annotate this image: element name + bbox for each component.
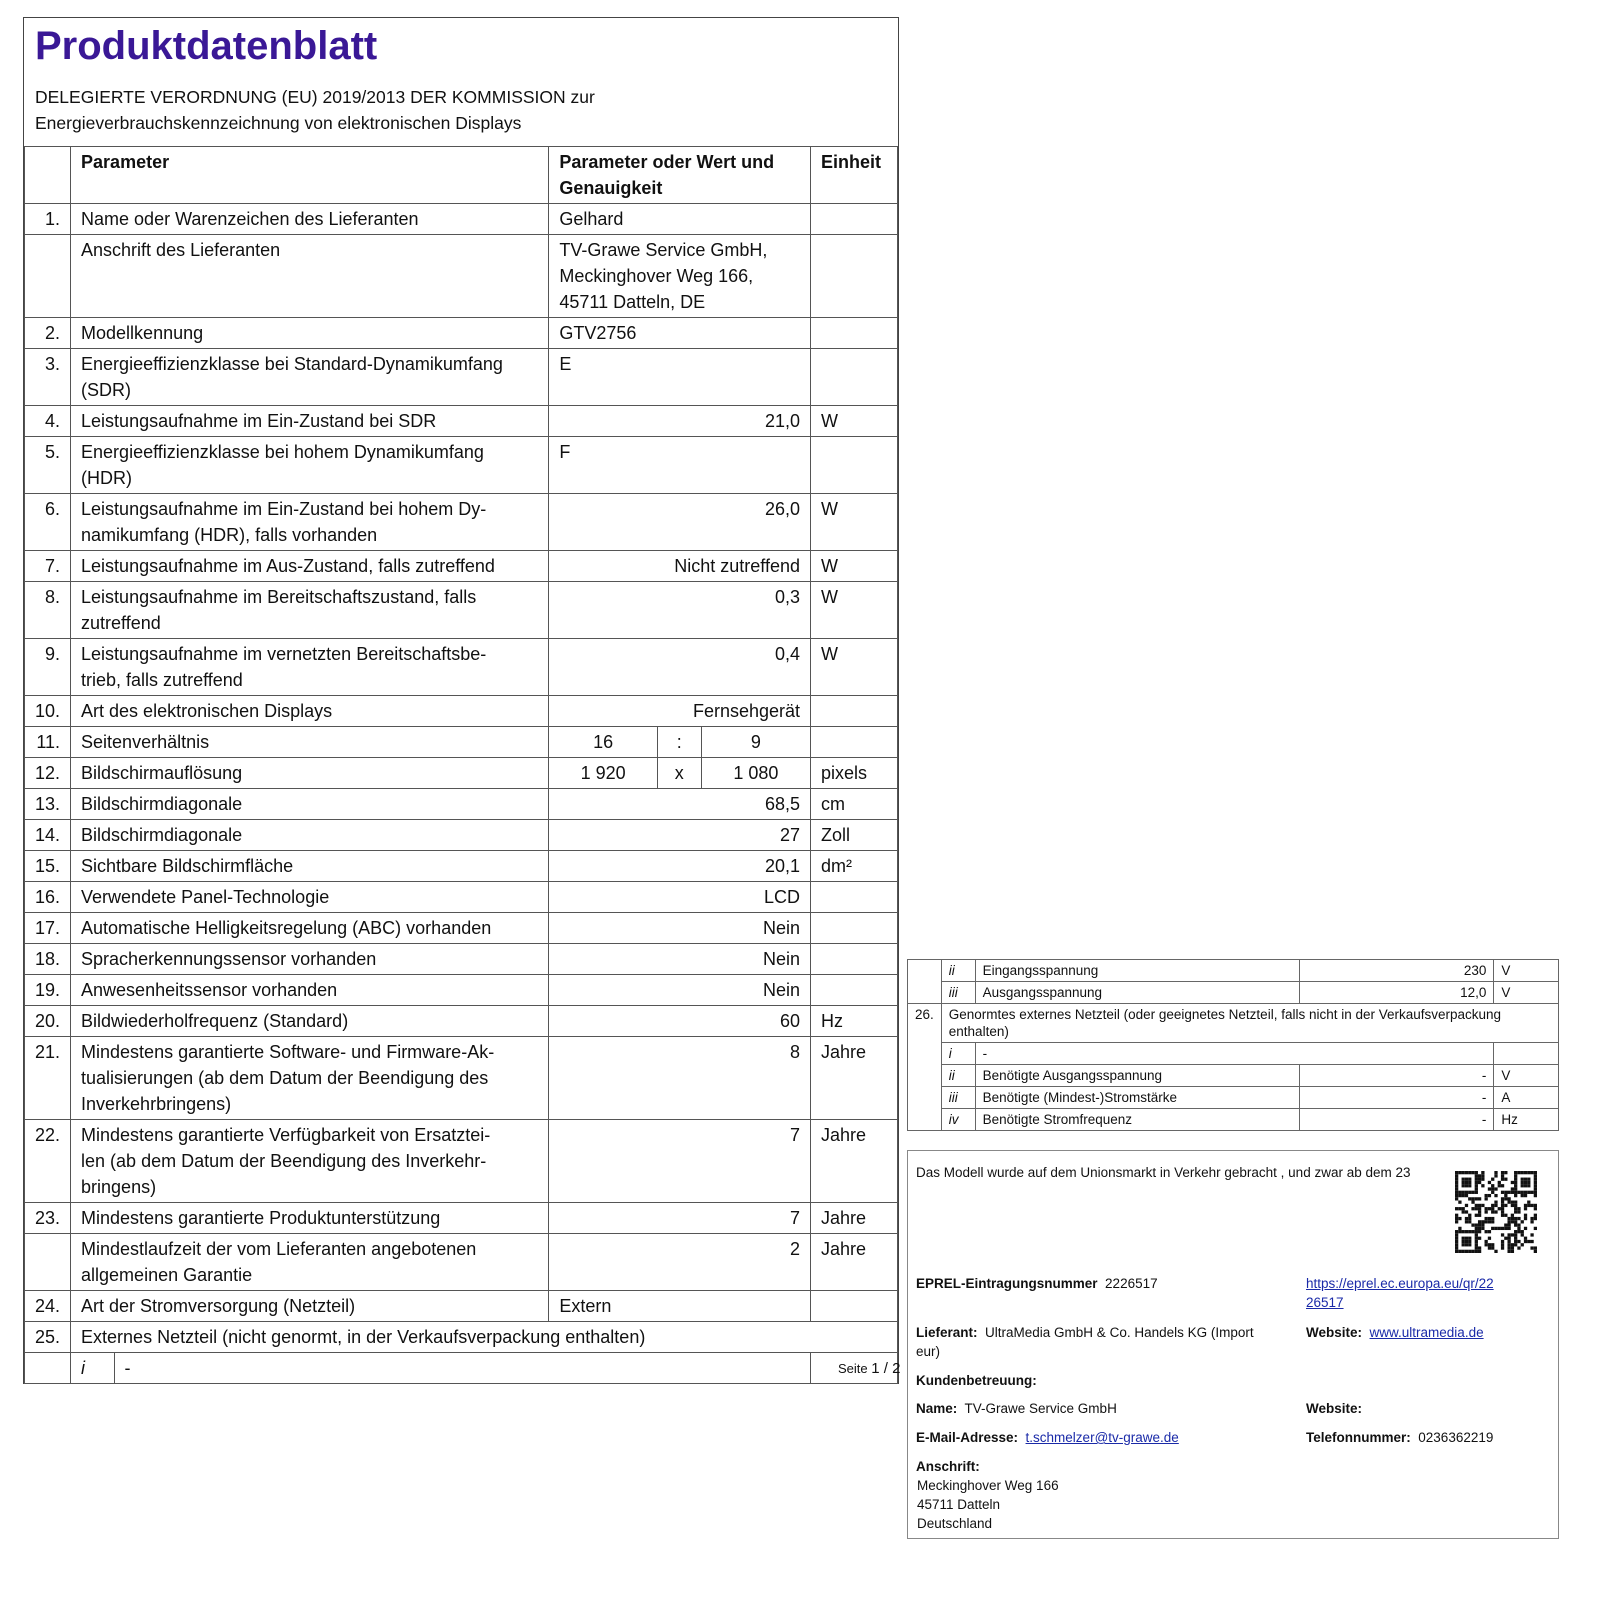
- row-unit: Jahre: [811, 1037, 898, 1120]
- eprel-link[interactable]: https://eprel.ec.europa.eu/qr/22 26517: [1306, 1276, 1494, 1310]
- row-value: 26,0: [549, 494, 811, 551]
- row-value: Gelhard: [549, 204, 811, 235]
- header-parameter: Parameter: [71, 147, 549, 204]
- page-value: 1 / 2: [871, 1360, 901, 1377]
- supplier-value: UltraMedia GmbH & Co. Handels KG (Import eur): [916, 1325, 1254, 1359]
- row-sub: i: [941, 1043, 975, 1065]
- row-value: 8: [549, 1037, 811, 1120]
- table-row: [25, 1234, 898, 1291]
- row-value: 27: [549, 820, 811, 851]
- row-unit: [811, 204, 898, 235]
- row-num: 3.: [25, 349, 71, 406]
- row-unit: [811, 696, 898, 727]
- row-value: -: [1300, 1065, 1494, 1087]
- row-param: Mindestlaufzeit der vom Lieferanten angebotenen allgemeinen Garantie: [71, 1234, 549, 1291]
- row-param: Name oder Warenzeichen des Lieferanten: [71, 204, 549, 235]
- row-unit: A: [1494, 1087, 1559, 1109]
- row-num: 24.: [25, 1291, 71, 1322]
- table-row: [25, 204, 898, 235]
- row-param: Leistungsaufnahme im Bereitschaftszustand, falls zutreffend: [71, 582, 549, 639]
- page-title: Produktdatenblatt: [35, 24, 378, 68]
- table-row: [908, 1004, 1559, 1043]
- row-num: 17.: [25, 913, 71, 944]
- table-row: [25, 727, 898, 758]
- row-num: 18.: [25, 944, 71, 975]
- row-param: Benötigte (Mindest-)Stromstärke: [975, 1087, 1300, 1109]
- row-unit: [811, 882, 898, 913]
- website-label: Website:: [1306, 1325, 1363, 1340]
- row-value: -: [1300, 1087, 1494, 1109]
- row-value-a: 16: [549, 727, 657, 758]
- row-num: 16.: [25, 882, 71, 913]
- power-supply-table: [907, 959, 1559, 1131]
- table-row: [25, 1120, 898, 1203]
- row-param: Externes Netzteil (nicht genormt, in der Verkaufsverpackung enthalten): [71, 1322, 898, 1353]
- page-number: [838, 1360, 900, 1377]
- row-value-sep: x: [657, 758, 701, 789]
- row-value: 20,1: [549, 851, 811, 882]
- eprel-label: EPREL-Eintragungsnummer: [916, 1276, 1098, 1291]
- table-row: [25, 696, 898, 727]
- table-row: [25, 639, 898, 696]
- row-unit: V: [1494, 982, 1559, 1004]
- address-label: Anschrift:: [916, 1459, 980, 1474]
- row-num: 4.: [25, 406, 71, 437]
- table-row: [25, 551, 898, 582]
- row-unit: [811, 944, 898, 975]
- table-row: [908, 1065, 1559, 1087]
- table-row: [25, 1291, 898, 1322]
- row-unit: V: [1494, 960, 1559, 982]
- row-value: 68,5: [549, 789, 811, 820]
- row-value: TV-Grawe Service GmbH, Meckinghover Weg 166, 45711 Datteln, DE: [549, 235, 811, 318]
- eprel-info-box: [907, 1150, 1559, 1539]
- row-param: -: [975, 1043, 1494, 1065]
- table-row: [908, 982, 1559, 1004]
- row-num: 1.: [25, 204, 71, 235]
- row-value: 12,0: [1300, 982, 1494, 1004]
- supplier: [916, 1323, 1296, 1361]
- table-row: [908, 960, 1559, 982]
- table-row: [25, 349, 898, 406]
- row-num: 23.: [25, 1203, 71, 1234]
- row-param: Automatische Helligkeitsregelung (ABC) vorhanden: [71, 913, 549, 944]
- row-num: 12.: [25, 758, 71, 789]
- row-num: 20.: [25, 1006, 71, 1037]
- row-unit: W: [811, 639, 898, 696]
- row-unit: Zoll: [811, 820, 898, 851]
- row-value: -: [124, 1358, 131, 1378]
- row-value: Nein: [549, 975, 811, 1006]
- table-row: [25, 235, 898, 318]
- row-num: 13.: [25, 789, 71, 820]
- table-row: [25, 582, 898, 639]
- row-num: 9.: [25, 639, 71, 696]
- product-datasheet: [23, 17, 899, 1384]
- row-num: 26.: [908, 1004, 942, 1131]
- row-param: Mindestens garantierte Verfügbarkeit von Ersatztei- len (ab dem Datum der Beendigung des Inverkehr- bringens): [71, 1120, 549, 1203]
- row-param: Bildwiederholfrequenz (Standard): [71, 1006, 549, 1037]
- email-link[interactable]: t.schmelzer@tv-grawe.de: [1025, 1430, 1179, 1445]
- row-unit: [811, 349, 898, 406]
- row-num: [25, 235, 71, 318]
- row-num: 19.: [25, 975, 71, 1006]
- row-param: Bildschirmdiagonale: [71, 820, 549, 851]
- table-row: [25, 820, 898, 851]
- row-num: [25, 1234, 71, 1291]
- row-sub: iii: [941, 1087, 975, 1109]
- row-value-a: 1 920: [549, 758, 657, 789]
- table-row: [25, 437, 898, 494]
- header-value: Parameter oder Wert und Genauigkeit: [549, 147, 811, 204]
- table-row: [25, 944, 898, 975]
- row-param: Seitenverhältnis: [71, 727, 549, 758]
- row-unit: W: [811, 406, 898, 437]
- row-sub: iv: [941, 1109, 975, 1131]
- row-param: Leistungsaufnahme im vernetzten Bereitschaftsbe- trieb, falls zutreffend: [71, 639, 549, 696]
- table-row: [25, 1037, 898, 1120]
- row-param: Eingangsspannung: [975, 960, 1300, 982]
- row-param: Energieeffizienzklasse bei hohem Dynamikumfang (HDR): [71, 437, 549, 494]
- row-unit: W: [811, 582, 898, 639]
- row-value-sep: :: [657, 727, 701, 758]
- table-row: [25, 789, 898, 820]
- table-row: [25, 1353, 898, 1384]
- row-unit: [811, 318, 898, 349]
- table-row: [25, 913, 898, 944]
- row-unit: [811, 437, 898, 494]
- row-param: Leistungsaufnahme im Ein-Zustand bei hohem Dy- namikumfang (HDR), falls vorhanden: [71, 494, 549, 551]
- email-label: E-Mail-Adresse:: [916, 1430, 1019, 1445]
- name-label: Name:: [916, 1401, 958, 1416]
- phone-number: 0236362219: [1418, 1430, 1494, 1445]
- support-name: TV-Grawe Service GmbH: [964, 1401, 1117, 1416]
- row-param: Verwendete Panel-Technologie: [71, 882, 549, 913]
- row-sub: iii: [941, 982, 975, 1004]
- row-unit: Jahre: [811, 1234, 898, 1291]
- row-num: 8.: [25, 582, 71, 639]
- row-param: Bildschirmdiagonale: [71, 789, 549, 820]
- row-sub-cell: [71, 1353, 811, 1384]
- row-num: 5.: [25, 437, 71, 494]
- row-unit: dm²: [811, 851, 898, 882]
- row-value: E: [549, 349, 811, 406]
- row-value: 7: [549, 1203, 811, 1234]
- row-value: GTV2756: [549, 318, 811, 349]
- supplier-website-link[interactable]: www.ultramedia.de: [1369, 1325, 1484, 1340]
- row-num: 14.: [25, 820, 71, 851]
- row-value-b: 1 080: [701, 758, 810, 789]
- row-num: 6.: [25, 494, 71, 551]
- table-row: [25, 1322, 898, 1353]
- row-value: 2: [549, 1234, 811, 1291]
- table-row: [908, 1087, 1559, 1109]
- row-sub: i: [71, 1353, 114, 1383]
- row-num: [25, 1353, 71, 1384]
- parameter-table: [24, 146, 901, 1384]
- row-unit: Jahre: [811, 1120, 898, 1203]
- row-value: 0,3: [549, 582, 811, 639]
- row-param: Art des elektronischen Displays: [71, 696, 549, 727]
- row-unit: Hz: [811, 1006, 898, 1037]
- row-param: Benötigte Ausgangsspannung: [975, 1065, 1300, 1087]
- row-value: 7: [549, 1120, 811, 1203]
- row-sub: ii: [941, 1065, 975, 1087]
- support-heading: Kundenbetreuung:: [916, 1373, 1037, 1388]
- row-param: Spracherkennungssensor vorhanden: [71, 944, 549, 975]
- row-unit: [811, 1291, 898, 1322]
- row-value: Nein: [549, 944, 811, 975]
- row-param: Leistungsaufnahme im Aus-Zustand, falls zutreffend: [71, 551, 549, 582]
- table-row: [25, 1203, 898, 1234]
- eprel-number: 2226517: [1105, 1276, 1158, 1291]
- row-value: F: [549, 437, 811, 494]
- row-unit: W: [811, 494, 898, 551]
- row-value: -: [1300, 1109, 1494, 1131]
- table-row: [908, 1043, 1559, 1065]
- row-param: Anschrift des Lieferanten: [71, 235, 549, 318]
- row-sub: ii: [941, 960, 975, 982]
- row-value-b: 9: [701, 727, 810, 758]
- row-unit: Jahre: [811, 1203, 898, 1234]
- row-unit: V: [1494, 1065, 1559, 1087]
- header-num: [25, 147, 71, 204]
- table-row: [25, 851, 898, 882]
- table-row: [25, 406, 898, 437]
- regulation-subtitle: [24, 82, 898, 146]
- row-unit: Hz: [1494, 1109, 1559, 1131]
- row-num: 11.: [25, 727, 71, 758]
- row-num: 21.: [25, 1037, 71, 1120]
- row-value: Nicht zutreffend: [549, 551, 811, 582]
- row-param: Benötigte Stromfrequenz: [975, 1109, 1300, 1131]
- row-param: Bildschirmauflösung: [71, 758, 549, 789]
- row-param: Genormtes externes Netzteil (oder geeignetes Netzteil, falls nicht in der Verkaufsverpackung enthalten): [941, 1004, 1558, 1043]
- row-param: Mindestens garantierte Software- und Firmware-Ak- tualisierungen (ab dem Datum der Beendigung des Inverkehrbringens): [71, 1037, 549, 1120]
- row-unit: [811, 235, 898, 318]
- row-value: 0,4: [549, 639, 811, 696]
- row-num: 2.: [25, 318, 71, 349]
- row-value: 230: [1300, 960, 1494, 982]
- table-row: [25, 318, 898, 349]
- qr-code-icon[interactable]: [1455, 1171, 1537, 1253]
- row-value: LCD: [549, 882, 811, 913]
- table-row: [25, 494, 898, 551]
- support-website-label: Website:: [1306, 1401, 1363, 1416]
- page-prefix: Seite: [838, 1361, 868, 1376]
- row-param: Energieeffizienzklasse bei Standard-Dynamikumfang (SDR): [71, 349, 549, 406]
- row-value: Extern: [549, 1291, 811, 1322]
- row-value: 60: [549, 1006, 811, 1037]
- row-unit: cm: [811, 789, 898, 820]
- supplier-label: Lieferant:: [916, 1325, 978, 1340]
- row-num: 7.: [25, 551, 71, 582]
- table-row: [25, 1006, 898, 1037]
- row-num: 25.: [25, 1322, 71, 1353]
- row-param: Art der Stromversorgung (Netzteil): [71, 1291, 549, 1322]
- subtitle-line-1: DELEGIERTE VERORDNUNG (EU) 2019/2013 DER KOMMISSION zur: [35, 87, 595, 107]
- row-unit: [811, 913, 898, 944]
- row-unit: pixels: [811, 758, 898, 789]
- table-row: [908, 1109, 1559, 1131]
- table-row: [25, 975, 898, 1006]
- row-num: 10.: [25, 696, 71, 727]
- row-value: Fernsehgerät: [549, 696, 811, 727]
- row-unit: [811, 975, 898, 1006]
- row-param: Ausgangsspannung: [975, 982, 1300, 1004]
- table-row: [25, 882, 898, 913]
- row-param: Sichtbare Bildschirmfläche: [71, 851, 549, 882]
- row-param: Leistungsaufnahme im Ein-Zustand bei SDR: [71, 406, 549, 437]
- subtitle-line-2: Energieverbrauchskennzeichnung von elektronischen Displays: [35, 113, 522, 133]
- row-unit: W: [811, 551, 898, 582]
- row-param: Modellkennung: [71, 318, 549, 349]
- table-row: [25, 758, 898, 789]
- header-unit: Einheit: [811, 147, 898, 204]
- row-num: 15.: [25, 851, 71, 882]
- market-date-text: Das Modell wurde auf dem Unionsmarkt in Verkehr gebracht , und zwar ab dem 23: [916, 1165, 1411, 1180]
- support-address: Meckinghover Weg 166 45711 Datteln Deutschland: [917, 1478, 1059, 1531]
- row-value: 21,0: [549, 406, 811, 437]
- phone-label: Telefonnummer:: [1306, 1430, 1411, 1445]
- row-unit: [811, 727, 898, 758]
- row-num: 22.: [25, 1120, 71, 1203]
- row-param: Anwesenheitssensor vorhanden: [71, 975, 549, 1006]
- table-header: [25, 147, 898, 204]
- row-param: Mindestens garantierte Produktunterstützung: [71, 1203, 549, 1234]
- row-value: Nein: [549, 913, 811, 944]
